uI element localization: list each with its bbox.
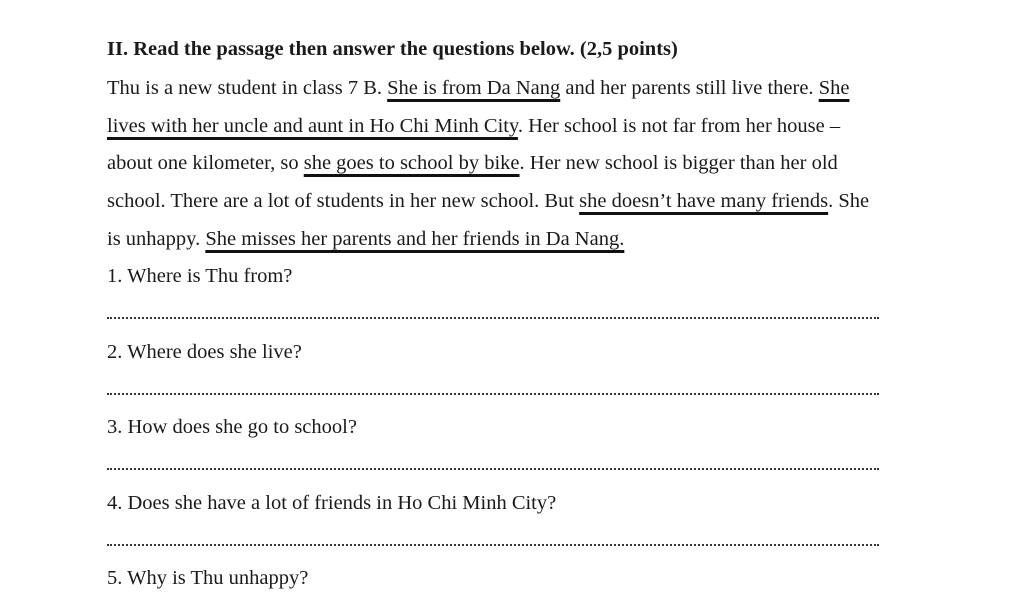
passage-text: is unhappy. — [107, 228, 206, 250]
answer-line-3[interactable] — [107, 468, 879, 473]
question-3: 3. How does she go to school? — [107, 416, 357, 438]
passage-line-1 — [107, 76, 849, 100]
passage-line-4 — [107, 189, 869, 213]
underlined-phrase: She is from Da Nang — [387, 77, 561, 99]
underlined-phrase: She misses her parents and her friends in Da Nang. — [205, 228, 625, 250]
underlined-phrase: she goes to school by bike — [303, 152, 520, 174]
underlined-phrase: she doesn’t have many friends — [579, 190, 829, 212]
answer-line-1[interactable] — [107, 317, 879, 322]
question-1: 1. Where is Thu from? — [107, 265, 293, 287]
answer-line-2[interactable] — [107, 393, 879, 398]
underlined-phrase: lives with her uncle and aunt in Ho Chi Minh City — [107, 115, 518, 137]
passage-text: and her parents still live there. — [560, 77, 819, 99]
passage-text: school. There are a lot of students in her new school. But — [107, 190, 580, 212]
passage-text: about one kilometer, so — [107, 152, 304, 174]
passage-text: . She — [828, 190, 870, 212]
passage-text: . Her new school is bigger than her old — [519, 152, 838, 174]
passage-line-5 — [107, 227, 624, 251]
passage-line-2 — [107, 114, 840, 138]
passage-text: . Her school is not far from her house – — [517, 115, 841, 137]
section-heading: II. Read the passage then answer the questions below. (2,5 points) — [107, 38, 678, 60]
passage-line-3 — [107, 151, 838, 175]
question-4: 4. Does she have a lot of friends in Ho Chi Minh City? — [107, 492, 557, 514]
underlined-phrase: She — [818, 77, 850, 99]
question-5: 5. Why is Thu unhappy? — [107, 567, 309, 589]
passage-text: Thu is a new student in class 7 B. — [107, 77, 388, 99]
answer-line-4[interactable] — [107, 544, 879, 549]
question-2: 2. Where does she live? — [107, 341, 302, 363]
